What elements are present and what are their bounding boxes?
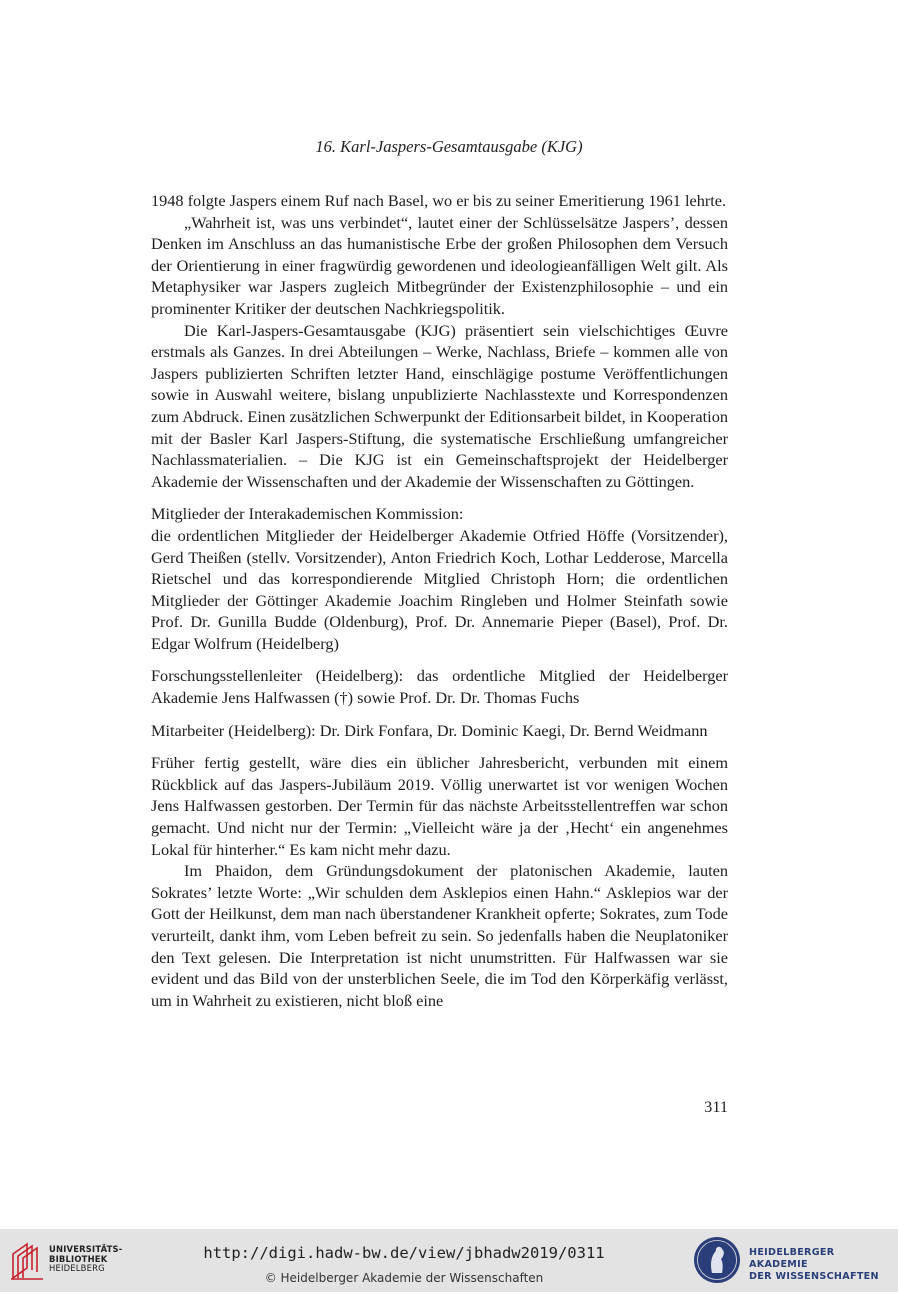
paragraph: Im Phaidon, dem Gründungsdokument der platonischen Akademie, lauten Sokrates’ letzte Worte: „Wir schulden dem Asklepios einen Hahn.“ Asklepios war der Gott der Heilkunst, dem man nach überstandener Krankheit opferte; Sokrates, zum Tode verurteilt, dankt ihm, vom Leben befreit zu sein. So jedenfalls haben die Neuplatoniker den Text gelesen. Die Interpretation ist nicht unumstritten. Für Halfwassen war sie evident und das Bild von der unsterblichen Seele, die im Tod den Körperkäfig verlässt, um in Wahrheit zu existieren, nicht bloß eine [151,861,728,1010]
footer-copyright: © Heidelberger Akademie der Wissenschaften [264,1271,544,1285]
research-leaders: Forschungsstellenleiter (Heidelberg): das ordentliche Mitglied der Heidelberger Akademie Jens Halfwassen (†) sowie Prof. Dr. Dr. Thomas Fuchs [151,666,728,708]
hadw-logo-text: HEIDELBERGER AKADEMIE DER WISSENSCHAFTEN [749,1247,879,1282]
paragraph: „Wahrheit ist, was uns verbindet“, lautet einer der Schlüsselsätze Jaspers’, dessen Denken im Anschluss an das humanistische Erbe der großen Philosophen dem Versuch der Orientierung in einer fragwürdig gewordenen und ideologieanfälligen Welt gilt. Als Metaphysiker war Jaspers zugleich Mitbegründer der Existenzphilosophie – und ein prominenter Kritiker der deutschen Nachkriegspolitik. [151,212,728,318]
paragraph: 1948 folgte Jaspers einem Ruf nach Basel, wo er bis zu seiner Emeritierung 1961 lehrte. [151,191,727,210]
commission-members: die ordentlichen Mitglieder der Heidelberger Akademie Otfried Höffe (Vorsitzender), Gerd Theißen (stellv. Vorsitzender), Anton Friedrich Koch, Lothar Ledderose, Marcella Rietschel und das korrespondierende Mitglied Christoph Horn; die ordentlichen Mitglieder der Göttinger Akademie Joachim Ringleben und Holmer Steinfath sowie Prof. Dr. Gunilla Budde (Oldenburg), Prof. Dr. Annemarie Pieper (Basel), Prof. Dr. Edgar Wolfrum (Heidelberg) [151,525,728,653]
paragraph: Die Karl-Jaspers-Gesamtausgabe (KJG) präsentiert sein vielschichtiges Œuvre erstmals als Ganzes. In drei Abteilungen – Werke, Nachlass, Briefe – kommen alle von Jaspers publizierten Schriften letzter Hand, einschlägige postume Veröffentlichungen sowie in Auswahl weitere, bislang unpublizierte Nachlasstexte und Korrespondenzen zum Abdruck. Einen zusätzlichen Schwerpunkt der Editionsarbeit bildet, in Kooperation mit der Basler Karl Jaspers-Stiftung, die systematische Erschließung umfangreicher Nachlassmaterialien. – Die KJG ist ein Gemeinschaftsprojekt der Heidelberger Akademie der Wissenschaften und der Akademie der Wissenschaften zu Göttingen. [151,320,728,491]
ub-logo-text: UNIVERSITÄTS- BIBLIOTHEK HEIDELBERG [49,1244,123,1273]
hadw-seal-icon [692,1235,742,1285]
footer-bar [0,1229,898,1292]
hadw-logo[interactable] [692,1235,892,1287]
main-text [151,190,728,1011]
footer-url-link[interactable]: http://digi.hadw-bw.de/view/jbhadw2019/0311 [203,1244,605,1262]
running-head: 16. Karl-Jaspers-Gesamtausgabe (KJG) [315,137,583,156]
page-number: 311 [704,1097,728,1116]
staff-members: Mitarbeiter (Heidelberg): Dr. Dirk Fonfara, Dr. Dominic Kaegi, Dr. Bernd Weidmann [151,720,708,740]
paragraph: Früher fertig gestellt, wäre dies ein üblicher Jahresbericht, verbunden mit einem Rückblick auf das Jaspers-Jubiläum 2019. Völlig unerwartet ist vor wenigen Wochen Jens Halfwassen gestorben. Der Termin für das nächste Arbeitsstellentreffen war schon gemacht. Und nicht nur der Termin: „Vielleicht wäre ja der ‚Hecht‘ ein angenehmes Lokal für hinterher.“ Es kam nicht mehr dazu. [151,753,728,859]
commission-heading: Mitglieder der Interakademischen Kommission: [151,504,464,524]
